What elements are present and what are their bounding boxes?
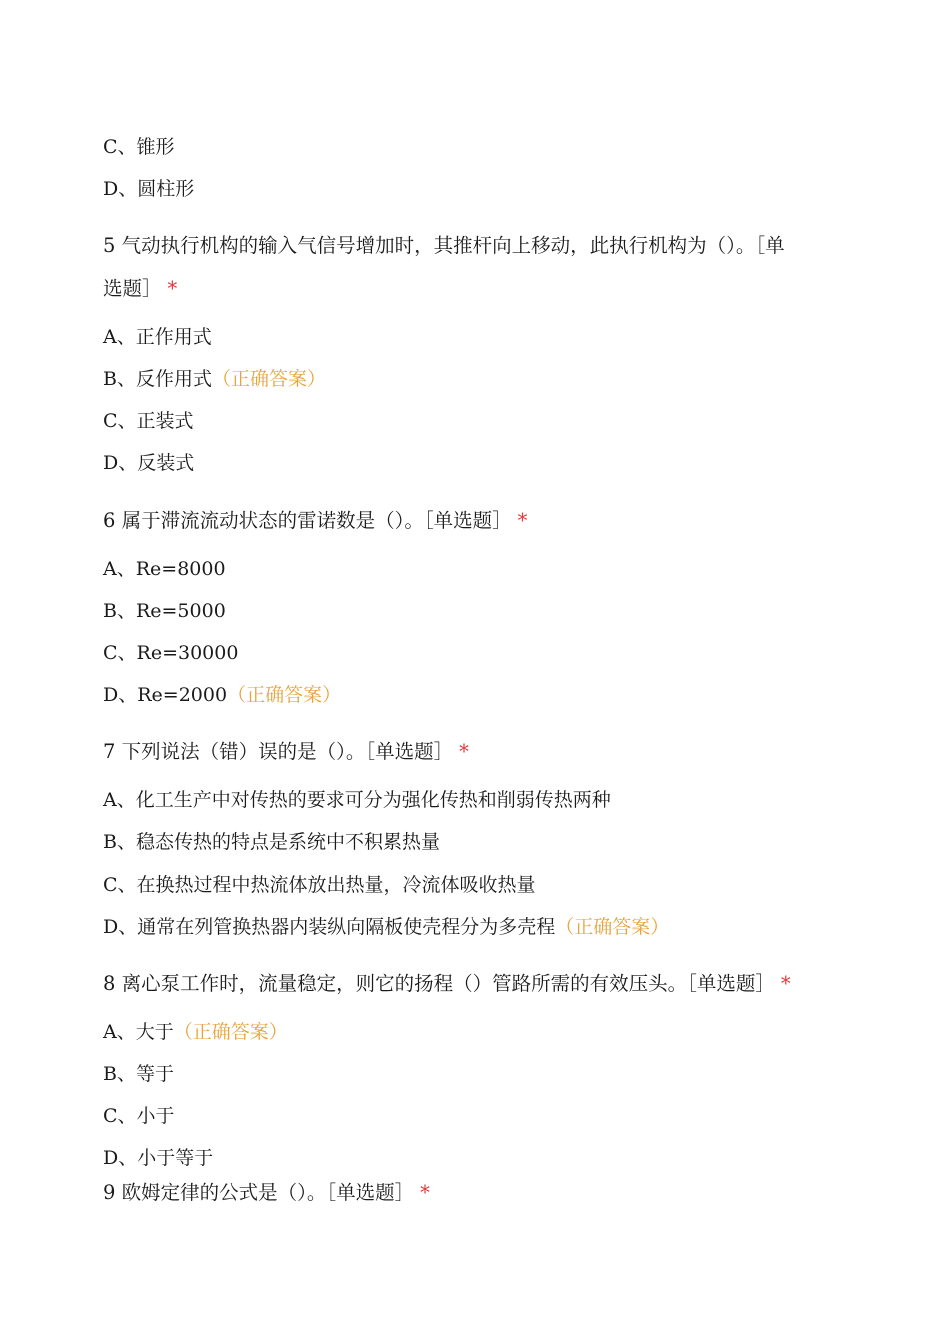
option-a: A、化工生产中对传热的要求可分为强化传热和削弱传热两种 — [103, 789, 611, 811]
option-c: C、Re=30000 — [103, 642, 239, 664]
option-a: A、大于（正确答案） — [103, 1021, 288, 1043]
question-7-stem: 7 下列说法（错）误的是（）。［单选题］ * — [103, 740, 469, 763]
option-b: B、等于 — [103, 1063, 174, 1085]
required-star: * — [459, 740, 469, 763]
option-d: D、通常在列管换热器内装纵向隔板使壳程分为多壳程（正确答案） — [103, 916, 670, 938]
option-a: A、正作用式 — [103, 326, 212, 348]
question-9-stem: 9 欧姆定律的公式是（）。［单选题］ * — [103, 1181, 430, 1204]
option-c: C、正装式 — [103, 410, 194, 432]
question-8-stem: 8 离心泵工作时，流量稳定，则它的扬程（）管路所需的有效压头。［单选题］ * — [103, 972, 791, 995]
required-star: * — [780, 972, 791, 995]
option-c: C、小于 — [103, 1105, 175, 1127]
option-a: A、Re=8000 — [103, 558, 226, 580]
option-d: D、圆柱形 — [103, 178, 195, 200]
option-b: B、Re=5000 — [103, 600, 226, 622]
option-b: B、反作用式（正确答案） — [103, 368, 326, 390]
option-c: C、锥形 — [103, 136, 175, 158]
question-6-stem: 6 属于滞流流动状态的雷诺数是（）。［单选题］ * — [103, 509, 528, 532]
correct-answer-label: （正确答案） — [227, 684, 342, 706]
option-c: C、在换热过程中热流体放出热量，冷流体吸收热量 — [103, 874, 536, 896]
correct-answer-label: （正确答案） — [211, 368, 326, 390]
option-d: D、小于等于 — [103, 1147, 214, 1169]
option-d: D、Re=2000（正确答案） — [103, 684, 342, 706]
required-star: * — [167, 277, 178, 300]
question-5-stem: 5 气动执行机构的输入气信号增加时，其推杆向上移动，此执行机构为（）。［单 — [103, 234, 785, 257]
option-b: B、稳态传热的特点是系统中不积累热量 — [103, 831, 440, 853]
correct-answer-label: （正确答案） — [555, 916, 670, 938]
required-star: * — [517, 509, 528, 532]
required-star: * — [420, 1181, 430, 1204]
correct-answer-label: （正确答案） — [173, 1021, 288, 1043]
question-5-stem-cont: 选题］ * — [103, 277, 178, 300]
option-d: D、反装式 — [103, 452, 195, 474]
